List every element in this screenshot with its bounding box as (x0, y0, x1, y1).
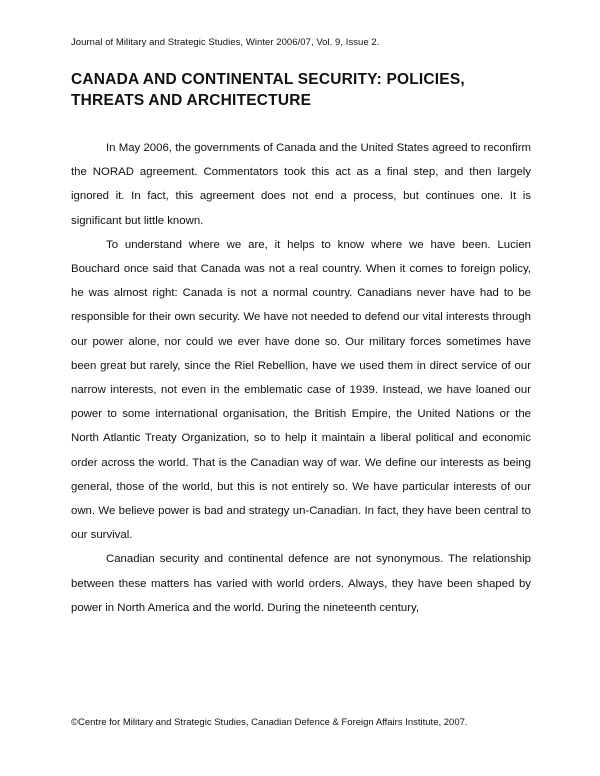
article-body (71, 136, 531, 620)
body-paragraph: To understand where we are, it helps to know where we have been. Lucien Bouchard once said that Canada was not a real country. When it comes to foreign policy, he was almost right: Canada is not a normal country. Canadians never have had to be responsible for their own security. We have not needed to defend our vital interests through our power alone, nor could we ever have done so. Our military forces sometimes have been great but rarely, since the Riel Rebellion, have we used them in direct service of our narrow interests, not even in the emblematic case of 1939. Instead, we have loaned our power to some international organisation, the British Empire, the United Nations or the North Atlantic Treaty Organization, so to help it maintain a liberal political and economic order across the world. That is the Canadian way of war. We define our interests as being general, those of the world, but this is not entirely so. We have particular interests of our own. We believe power is bad and strategy un-Canadian. In fact, they have been central to our survival. (71, 238, 531, 542)
article-title-line-1: CANADA AND CONTINENTAL SECURITY: POLICIES, (71, 71, 465, 88)
page-footer: ©Centre for Military and Strategic Studies, Canadian Defence & Foreign Affairs Institute, 2007. (71, 717, 468, 728)
article-title-line-2: THREATS AND ARCHITECTURE (71, 92, 312, 109)
running-header: Journal of Military and Strategic Studies, Winter 2006/07, Vol. 9, Issue 2. (71, 37, 380, 48)
body-paragraph: Canadian security and continental defence are not synonymous. The relationship between these matters has varied with world orders. Always, they have been shaped by power in North America and the world. During the nineteenth century, (71, 553, 531, 614)
article-title (71, 69, 541, 111)
body-paragraph: In May 2006, the governments of Canada and the United States agreed to reconfirm the NORAD agreement. Commentators took this act as a final step, and then largely ignored it. In fact, this agreement does not end a process, but continues one. It is significant but little known. (71, 142, 531, 227)
